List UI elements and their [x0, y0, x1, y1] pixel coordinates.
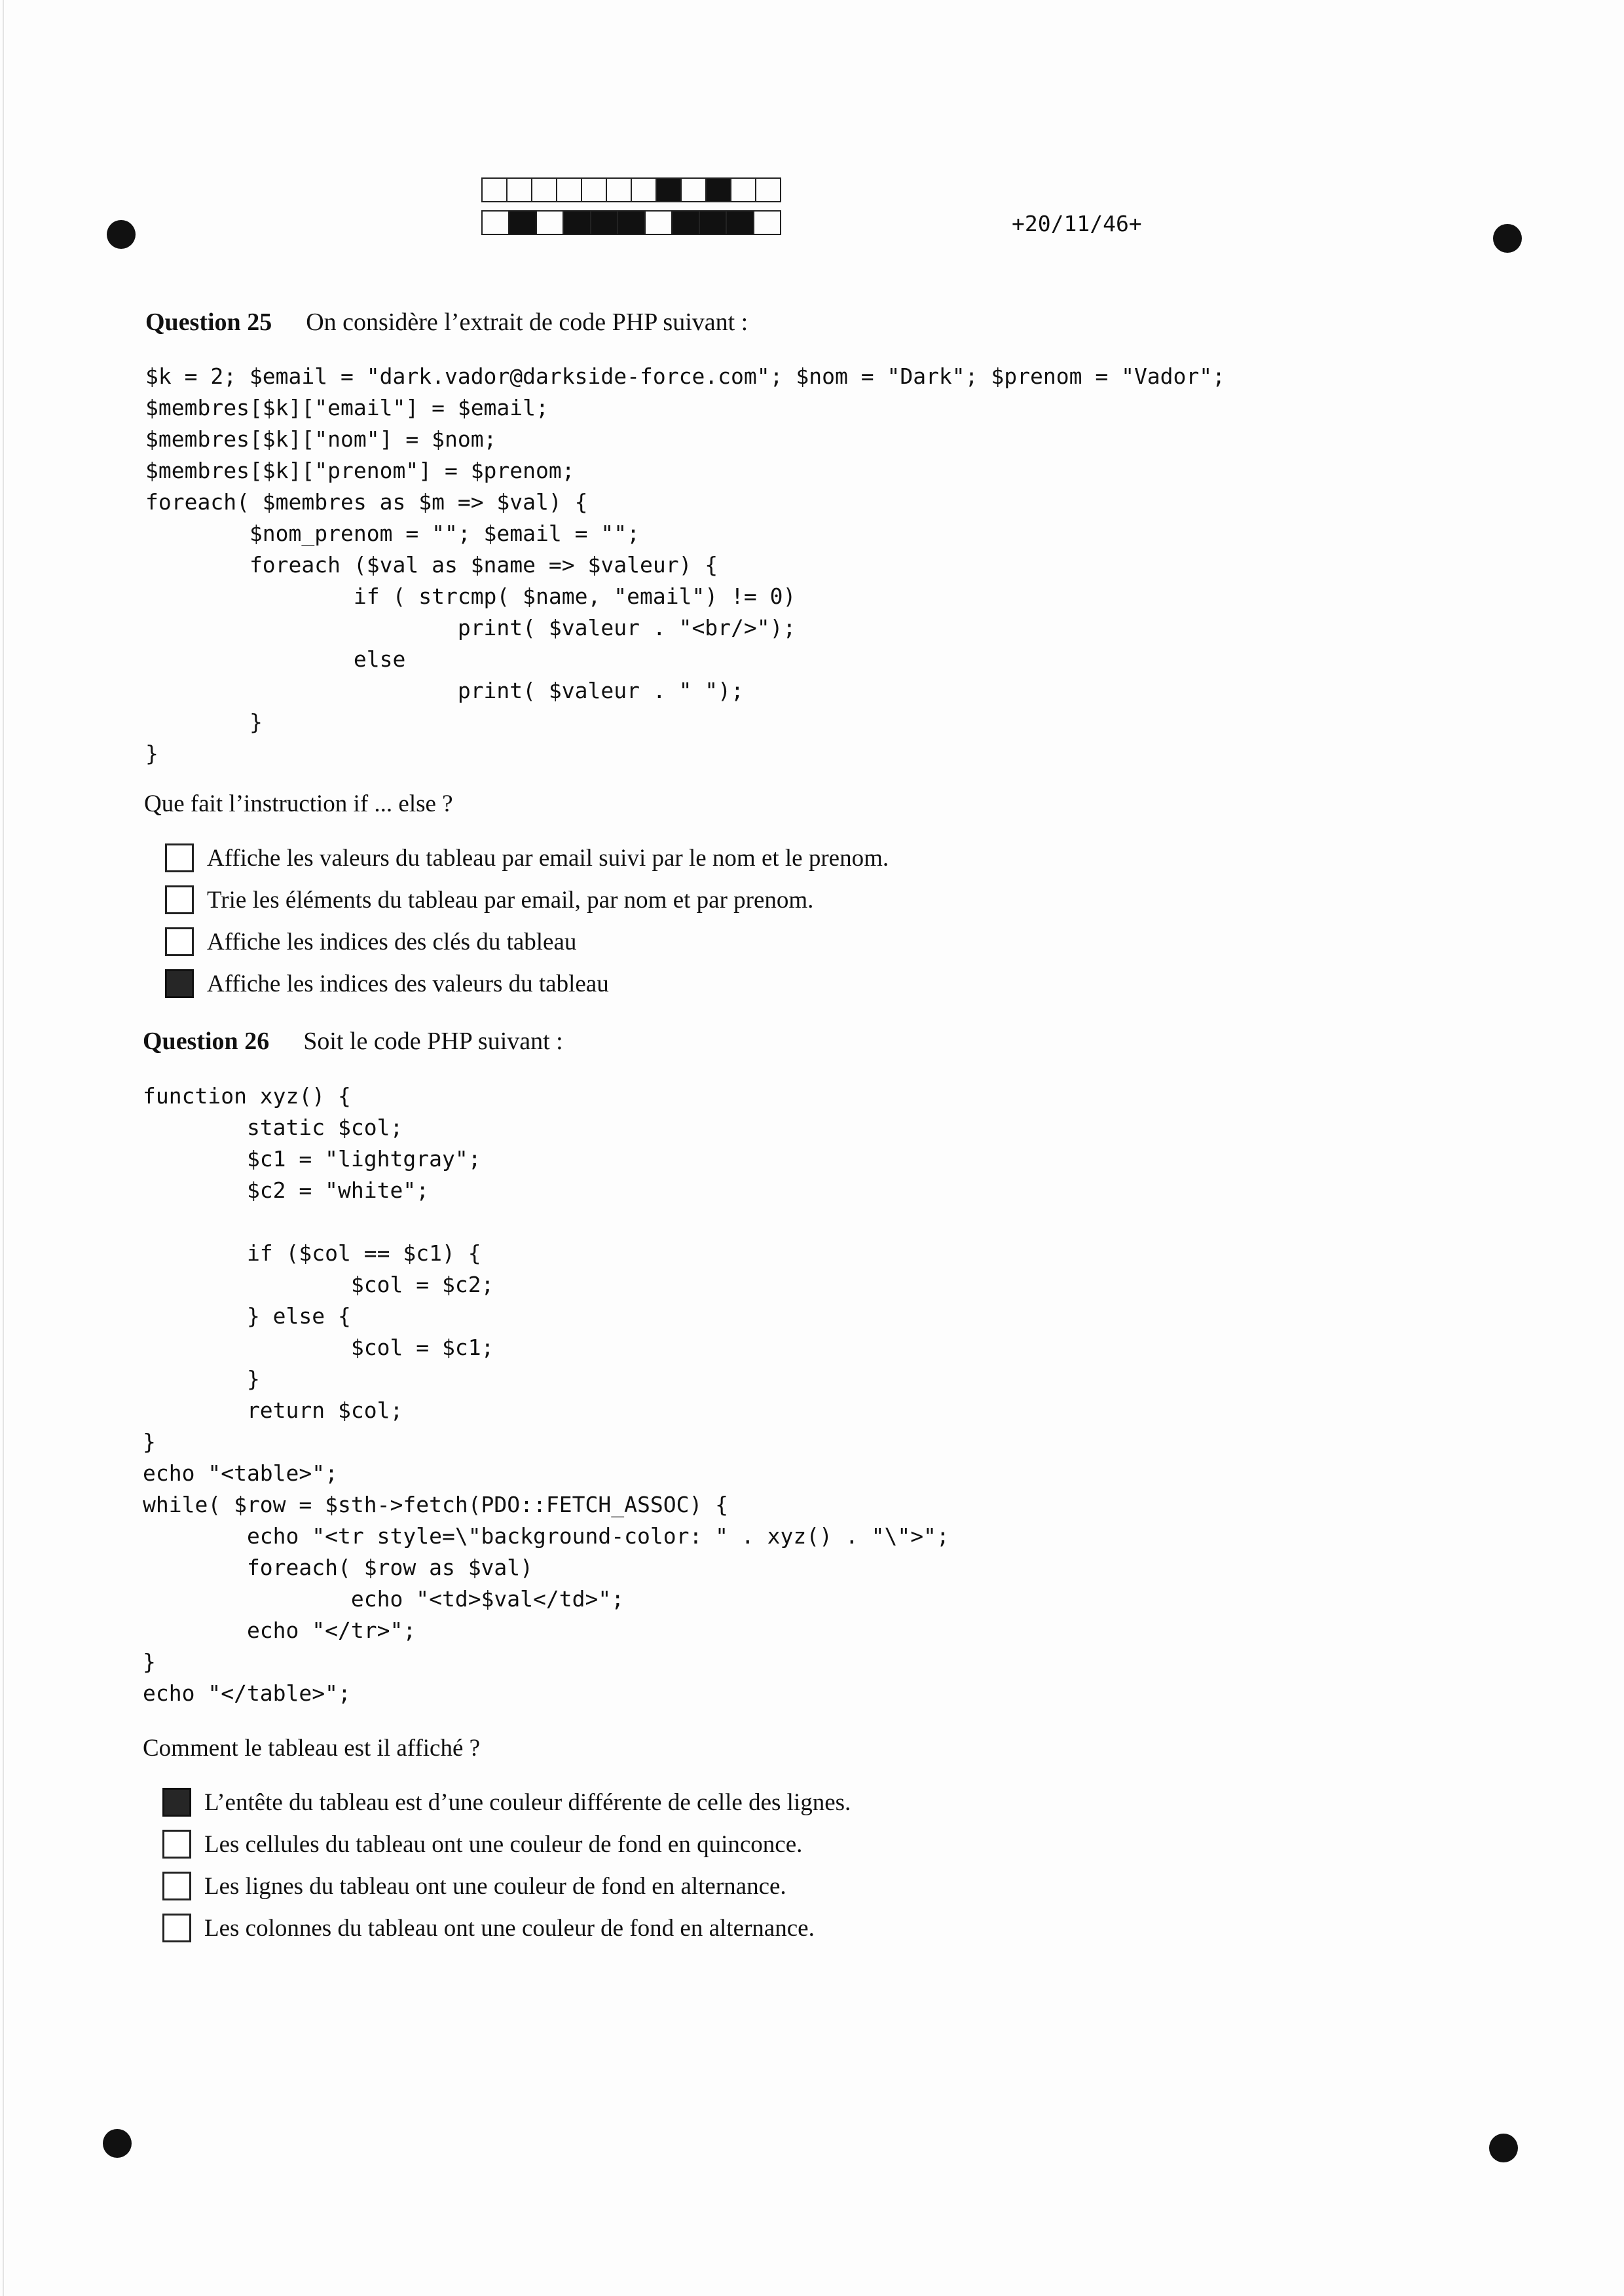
- id-grid-cell: [507, 179, 532, 201]
- question-intro: On considère l’extrait de code PHP suivant :: [306, 308, 748, 336]
- answer-label: Les cellules du tableau ont une couleur de fond en quinconce.: [204, 1830, 803, 1858]
- answer-label: Affiche les indices des valeurs du tableau: [207, 970, 609, 997]
- student-id-boxes-row1: [481, 177, 781, 202]
- id-grid-cell: [727, 212, 754, 234]
- id-grid-cell: [754, 212, 780, 234]
- answer-checkbox[interactable]: [165, 927, 194, 956]
- id-grid-cell: [537, 212, 564, 234]
- question-26-answers: [162, 1781, 851, 1949]
- question-25-code: $k = 2; $email = "dark.vador@darkside-force.com"; $nom = "Dark"; $prenom = "Vador"; $membres[$k]["email"] = $email; $membres[$k]["nom"] = $nom; $membres[$k]["prenom"] = $prenom; foreach( $membres as $m => $val) { $nom_prenom = ""; $email = ""; foreach ($val as $name => $valeur) { if ( strcmp( $name, "email") != 0) print( $valeur . "<br/>"); else print( $valeur . " "); } }: [145, 363, 1226, 766]
- question-26-code: function xyz() { static $col; $c1 = "lightgray"; $c2 = "white"; if ($col == $c1) { $col = $c2; } else { $col = $c1; } return $col; } echo "<table>"; while( $row = $sth->fetch(PDO::FETCH_ASSOC) { echo "<tr style=\"background-color: " . xyz() . "\">"; foreach( $row as $val) echo "<td>$val</td>"; echo "</tr>"; } echo "</table>";: [143, 1083, 950, 1706]
- answer-label: Affiche les valeurs du tableau par email suivi par le nom et le prenom.: [207, 844, 889, 872]
- corner-mark-top-left: [107, 220, 136, 249]
- answer-checkbox[interactable]: [165, 969, 194, 998]
- answer-option[interactable]: [165, 921, 889, 963]
- id-grid-cell: [509, 212, 536, 234]
- question-26-prompt: Comment le tableau est il affiché ?: [143, 1735, 481, 1762]
- id-grid-cell: [646, 212, 673, 234]
- id-grid-cell: [682, 179, 707, 201]
- answer-option[interactable]: [162, 1781, 851, 1823]
- answer-option[interactable]: [162, 1907, 851, 1949]
- answer-option[interactable]: [165, 879, 889, 921]
- question-26-heading: [143, 1027, 563, 1056]
- id-grid-cell: [756, 179, 780, 201]
- answer-label: Les colonnes du tableau ont une couleur de fond en alternance.: [204, 1914, 815, 1942]
- question-number: Question 26: [143, 1028, 270, 1055]
- scan-edge: [3, 0, 4, 2296]
- answer-option[interactable]: [165, 963, 889, 1005]
- id-grid-cell: [700, 212, 727, 234]
- id-grid-cell: [557, 179, 582, 201]
- answer-label: Trie les éléments du tableau par email, par nom et par prenom.: [207, 886, 814, 914]
- corner-mark-top-right: [1493, 224, 1522, 253]
- answer-checkbox[interactable]: [162, 1830, 191, 1859]
- id-grid-cell: [657, 179, 682, 201]
- answer-checkbox[interactable]: [162, 1914, 191, 1942]
- answer-checkbox[interactable]: [162, 1872, 191, 1900]
- question-25-heading: [145, 308, 748, 337]
- question-25-answers: [165, 837, 889, 1005]
- answer-option[interactable]: [165, 837, 889, 879]
- id-grid-cell: [618, 212, 645, 234]
- answer-label: L’entête du tableau est d’une couleur différente de celle des lignes.: [204, 1788, 851, 1816]
- question-25-prompt: Que fait l’instruction if ... else ?: [144, 790, 453, 817]
- student-id-boxes-row2: [481, 210, 781, 235]
- id-grid-cell: [731, 179, 756, 201]
- id-grid-cell: [632, 179, 657, 201]
- id-grid-cell: [673, 212, 699, 234]
- corner-mark-bottom-left: [103, 2129, 132, 2158]
- answer-checkbox[interactable]: [165, 843, 194, 872]
- answer-label: Les lignes du tableau ont une couleur de fond en alternance.: [204, 1872, 786, 1900]
- id-grid-cell: [483, 212, 509, 234]
- id-grid-cell: [483, 179, 507, 201]
- id-grid-cell: [707, 179, 731, 201]
- answer-option[interactable]: [162, 1865, 851, 1907]
- id-grid-cell: [591, 212, 618, 234]
- id-grid-cell: [582, 179, 607, 201]
- id-grid-cell: [564, 212, 591, 234]
- page-code: +20/11/46+: [1012, 211, 1142, 236]
- corner-mark-bottom-right: [1489, 2134, 1518, 2162]
- answer-checkbox[interactable]: [162, 1788, 191, 1817]
- answer-option[interactable]: [162, 1823, 851, 1865]
- question-number: Question 25: [145, 308, 272, 336]
- answer-label: Affiche les indices des clés du tableau: [207, 928, 577, 955]
- id-grid-cell: [607, 179, 632, 201]
- id-grid-cell: [532, 179, 557, 201]
- answer-checkbox[interactable]: [165, 885, 194, 914]
- question-intro: Soit le code PHP suivant :: [303, 1028, 563, 1055]
